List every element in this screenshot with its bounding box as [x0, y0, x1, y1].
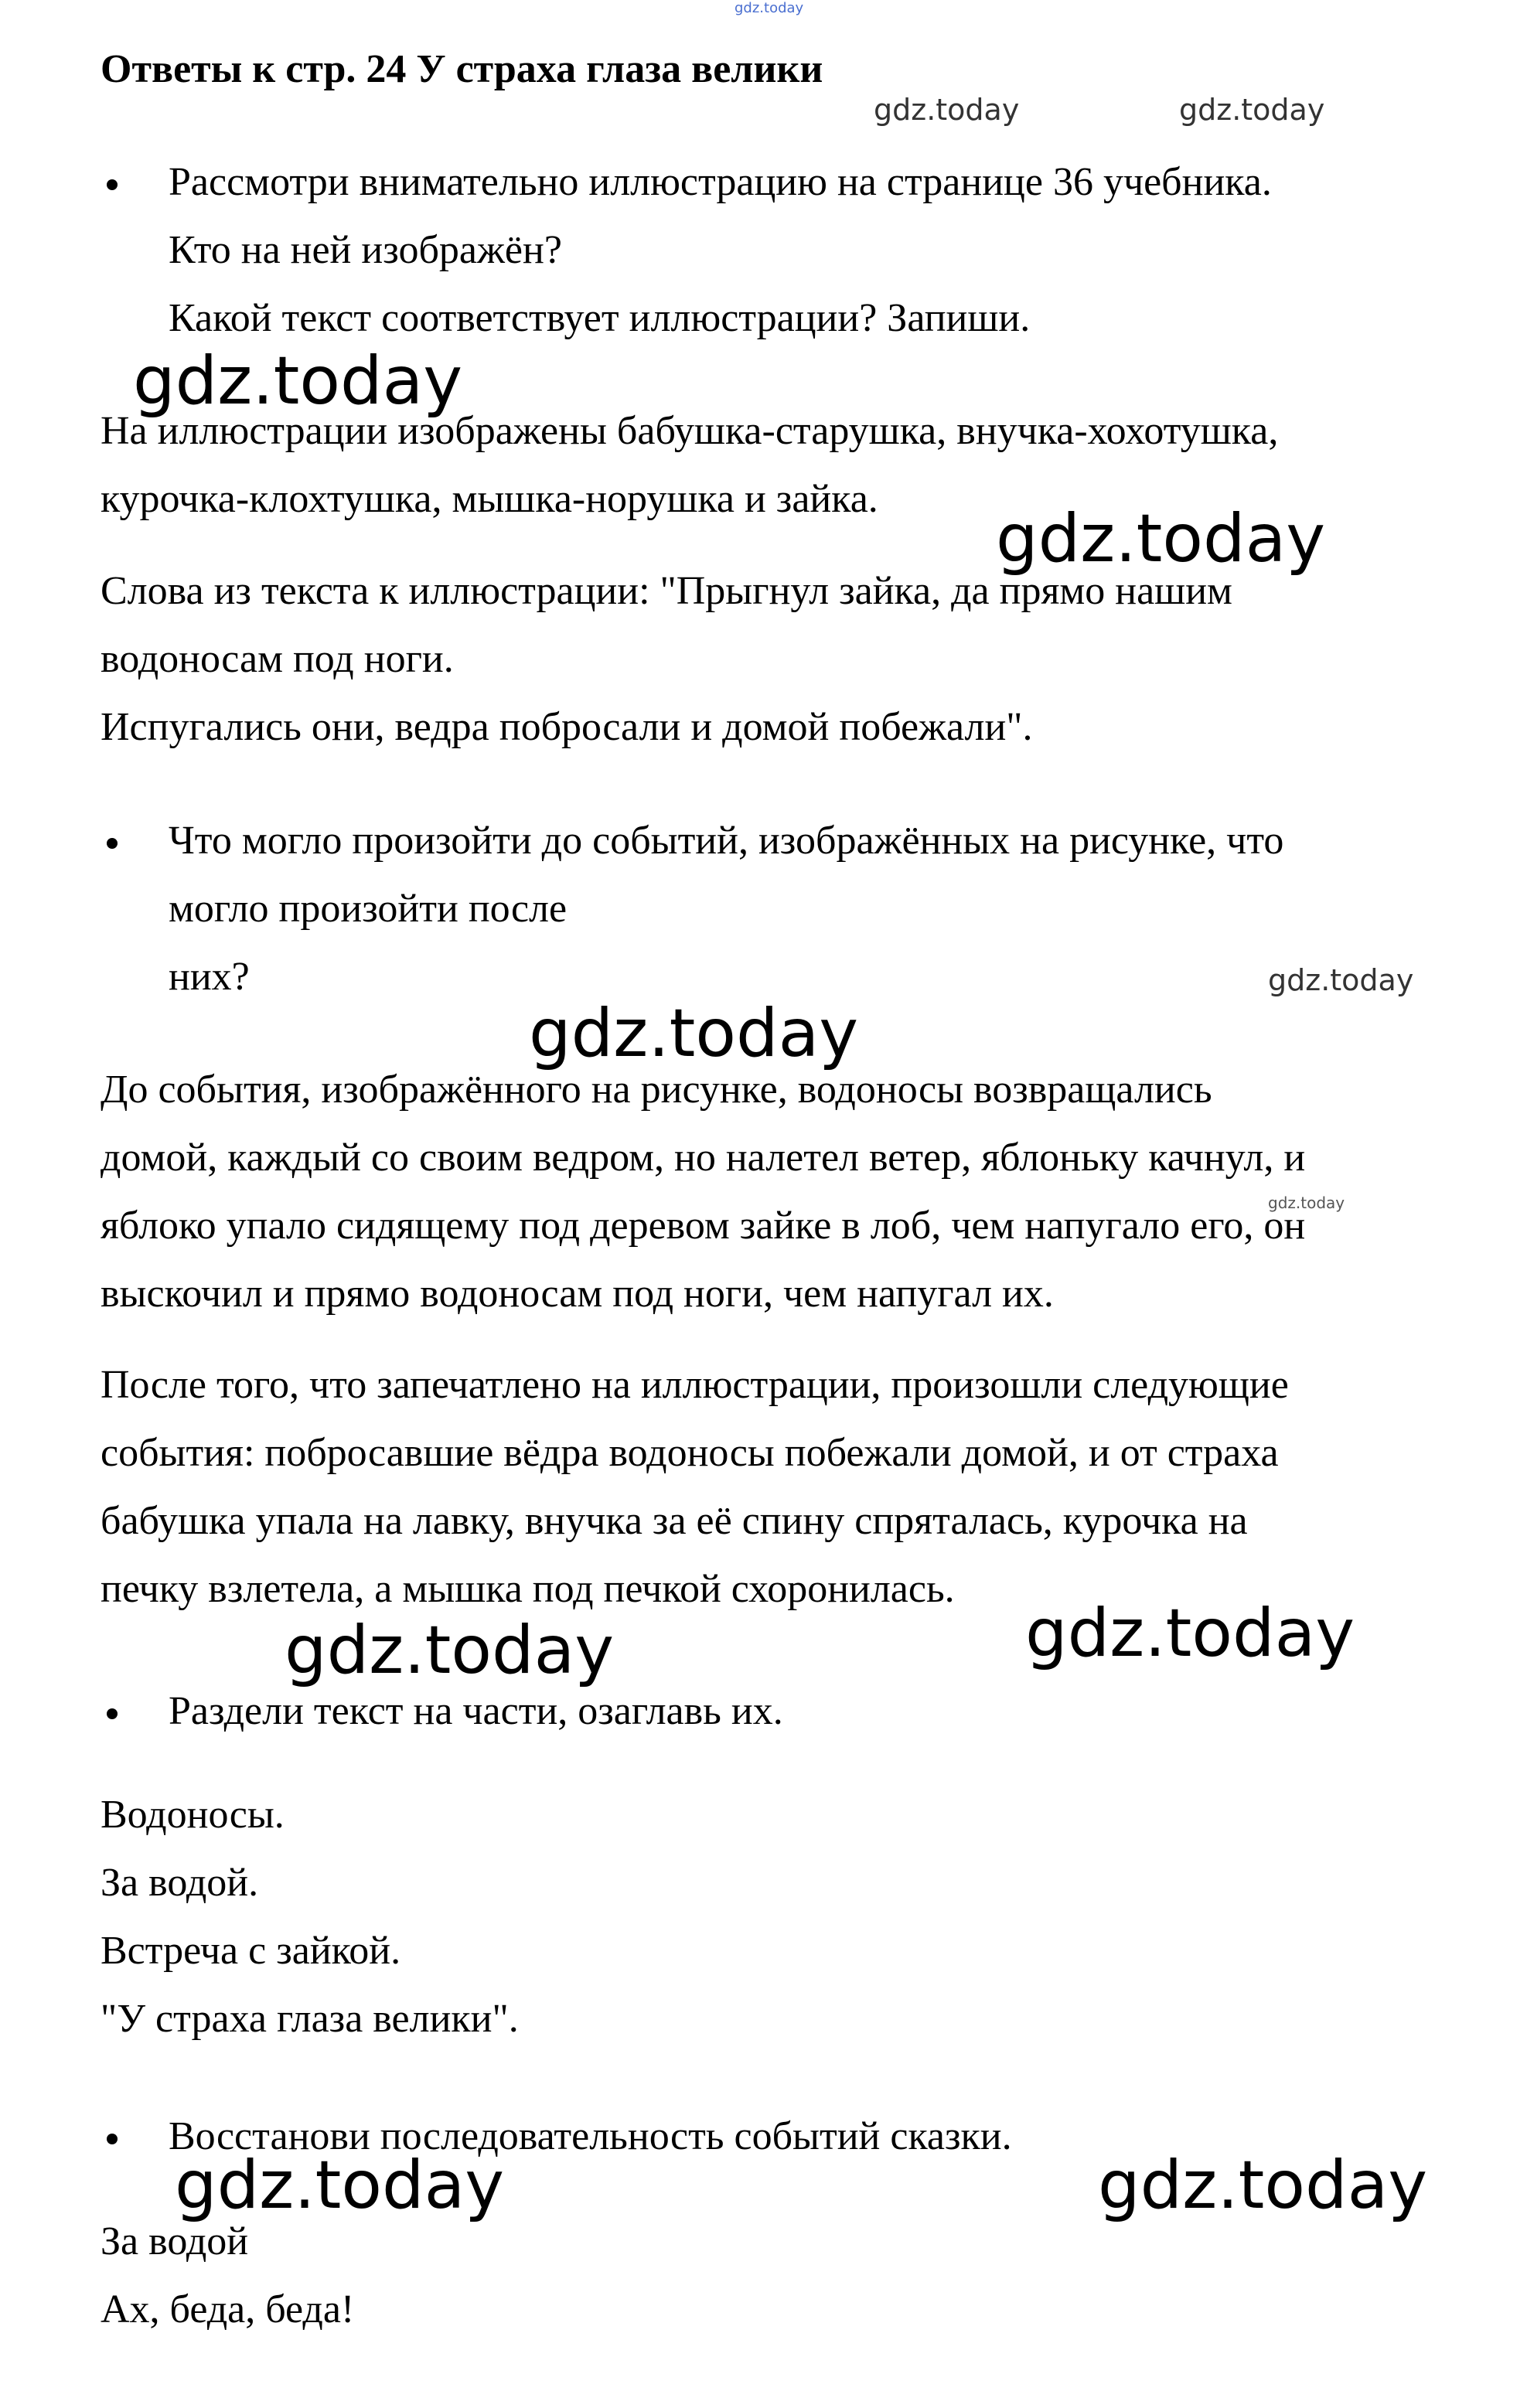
question-line: них? [169, 955, 250, 999]
watermark-large: gdz.today [285, 1612, 615, 1689]
answer-line: После того, что запечатлено на иллюстрации, произошли следующие [101, 1363, 1289, 1407]
answer-line: На иллюстрации изображены бабушка-старушка, внучка-хохотушка, [101, 409, 1279, 453]
watermark-large: gdz.today [1025, 1595, 1355, 1672]
answer-line: Водоносы. [101, 1793, 285, 1837]
question-line: Восстанови последовательность событий сказки. [169, 2114, 1012, 2158]
question-line: Какой текст соответствует иллюстрации? Запиши. [169, 296, 1031, 340]
watermark-large: gdz.today [1098, 2147, 1428, 2224]
answer-line: Слова из текста к иллюстрации: "Прыгнул зайка, да прямо нашим [101, 569, 1232, 613]
answer-line: бабушка упала на лавку, внучка за её спину спряталась, курочка на [101, 1499, 1248, 1543]
question-line: Что могло произойти до событий, изображённых на рисунке, что [169, 819, 1284, 863]
answer-line: выскочил и прямо водоносам под ноги, чем напугал их. [101, 1272, 1054, 1316]
answer-line: За водой [101, 2219, 249, 2263]
watermark-small: gdz.today [874, 93, 1020, 127]
watermark-large: gdz.today [175, 2147, 505, 2224]
answer-line: курочка-клохтушка, мышка-норушка и зайка. [101, 477, 878, 521]
answer-line: яблоко упало сидящему под деревом зайке в лоб, чем напугало его, он [101, 1204, 1306, 1248]
bullet-icon [107, 2134, 118, 2144]
question-line: Раздели текст на части, озаглавь их. [169, 1689, 783, 1733]
answer-line: водоносам под ноги. [101, 637, 454, 681]
watermark-small: gdz.today [1179, 93, 1325, 127]
top-watermark: gdz.today [735, 0, 804, 16]
answer-line: события: побросавшие вёдра водоносы побежали домой, и от страха [101, 1431, 1279, 1475]
answer-line: За водой. [101, 1861, 259, 1905]
bullet-icon [107, 1708, 118, 1719]
answer-line: Ах, беда, беда! [101, 2287, 355, 2331]
answer-line: печку взлетела, а мышка под печкой схоронилась. [101, 1567, 955, 1611]
answer-line: Испугались они, ведра побросали и домой побежали". [101, 705, 1033, 749]
question-line: могло произойти после [169, 887, 568, 931]
watermark-large: gdz.today [996, 500, 1326, 577]
answer-line: Встреча с зайкой. [101, 1929, 401, 1973]
bullet-icon [107, 838, 118, 849]
page-title: Ответы к стр. 24 У страха глаза велики [101, 47, 823, 91]
question-line: Рассмотри внимательно иллюстрацию на странице 36 учебника. [169, 160, 1272, 204]
question-line: Кто на ней изображён? [169, 228, 562, 272]
answer-line: домой, каждый со своим ведром, но налетел ветер, яблоньку качнул, и [101, 1136, 1306, 1180]
answer-line: До события, изображённого на рисунке, водоносы возвращались [101, 1068, 1212, 1112]
bullet-icon [107, 179, 118, 190]
watermark-small: gdz.today [1268, 963, 1414, 997]
watermark-tiny: gdz.today [1268, 1194, 1345, 1212]
watermark-large: gdz.today [133, 342, 463, 420]
answer-line: "У страха глаза велики". [101, 1997, 519, 2041]
watermark-large: gdz.today [529, 995, 859, 1072]
